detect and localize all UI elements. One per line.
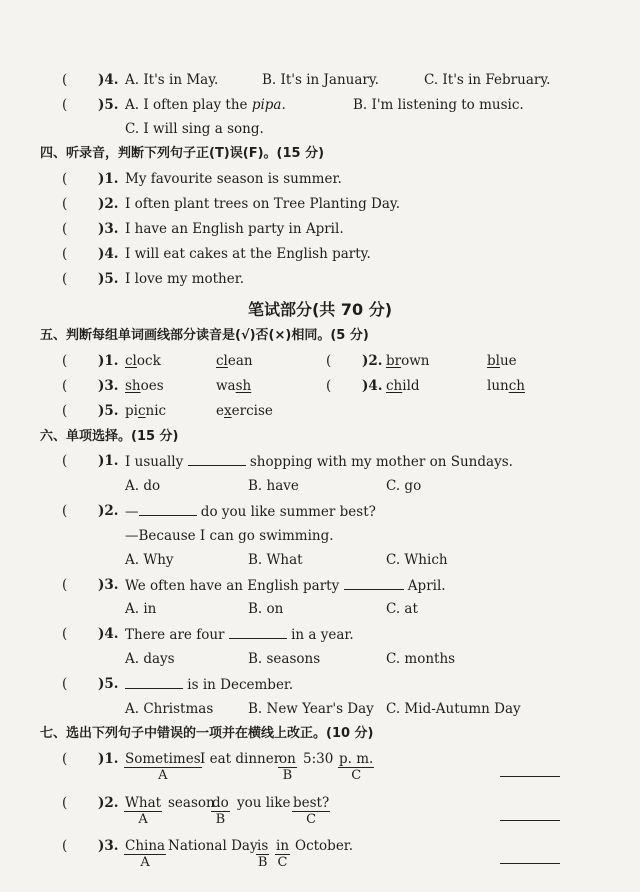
statement: I often plant trees on Tree Planting Day. xyxy=(125,196,400,212)
word: brown xyxy=(386,353,430,369)
sentence-text: I eat dinner xyxy=(200,751,281,767)
option-a: A. It's in May. xyxy=(125,72,219,88)
answer-paren[interactable]: ( xyxy=(62,72,68,88)
sentence-text: October. xyxy=(295,838,354,854)
word: picnic xyxy=(125,403,167,419)
question-number: )4. xyxy=(98,72,119,88)
correction-line[interactable] xyxy=(500,819,560,821)
answer-paren[interactable]: ( xyxy=(62,403,68,419)
segment-a: Sometimes A xyxy=(125,751,201,783)
question-number: )2. xyxy=(98,795,119,811)
question-number: )2. xyxy=(98,503,119,519)
segment-b: on B xyxy=(279,751,296,783)
section-7-heading: 七、选出下列句子中错误的一项并在横线上改正。(10 分) xyxy=(40,726,374,741)
question-number: )3. xyxy=(98,838,119,854)
answer-paren[interactable]: ( xyxy=(62,221,68,237)
written-part-title: 笔试部分(共 70 分) xyxy=(247,300,393,319)
option-b: B. seasons xyxy=(248,651,321,667)
answer-paren[interactable]: ( xyxy=(62,577,68,593)
sentence-text: you like xyxy=(237,795,291,811)
answer-paren[interactable]: ( xyxy=(326,353,332,369)
fill-blank[interactable] xyxy=(139,503,197,516)
correction-line[interactable] xyxy=(500,862,560,864)
question-number: )3. xyxy=(98,378,119,394)
word: clock xyxy=(125,353,161,369)
question-text: is in December. xyxy=(125,676,293,693)
answer-paren[interactable]: ( xyxy=(62,453,68,469)
option-a: A. days xyxy=(125,651,175,667)
sentence-text: National Day xyxy=(168,838,258,854)
question-number: )1. xyxy=(98,751,119,767)
option-c: C. Mid-Autumn Day xyxy=(386,701,521,717)
question-text: There are four in a year. xyxy=(125,627,354,643)
segment-c: p. m. C xyxy=(339,751,374,783)
segment-a: China A xyxy=(125,838,166,870)
word: exercise xyxy=(216,403,273,419)
answer-paren[interactable]: ( xyxy=(62,503,68,519)
question-number: )1. xyxy=(98,353,119,369)
segment-c: best? C xyxy=(293,795,330,827)
question-number: )5. xyxy=(98,403,119,419)
section-5-heading: 五、判断每组单词画线部分读音是(√)否(×)相同。(5 分) xyxy=(40,328,369,343)
section-4-heading: 四、听录音，判断下列句子正(T)误(F)。(15 分) xyxy=(40,146,325,161)
option-a: A. Why xyxy=(125,552,174,568)
option-b: B. I'm listening to music. xyxy=(353,97,524,113)
segment-a: What A xyxy=(125,795,162,827)
question-number: )3. xyxy=(98,221,119,237)
question-text: We often have an English party April. xyxy=(125,578,446,594)
segment-b: is B xyxy=(257,838,269,870)
option-b: B. It's in January. xyxy=(262,72,379,88)
option-b: B. have xyxy=(248,478,299,494)
answer-paren[interactable]: ( xyxy=(62,196,68,212)
word: child xyxy=(386,378,420,394)
option-b: B. on xyxy=(248,601,284,617)
question-number: )1. xyxy=(98,453,119,469)
answer-paren[interactable]: ( xyxy=(62,246,68,262)
answer-paren[interactable]: ( xyxy=(62,795,68,811)
question-number: )2. xyxy=(98,196,119,212)
question-number: )5. xyxy=(98,676,119,692)
option-a: A. do xyxy=(125,478,161,494)
question-text: I usually shopping with my mother on Sundays. xyxy=(125,454,513,470)
reply-text: —Because I can go swimming. xyxy=(125,528,334,544)
answer-paren[interactable]: ( xyxy=(62,626,68,642)
option-b: B. What xyxy=(248,552,303,568)
fill-blank[interactable] xyxy=(229,626,287,639)
question-text: — do you like summer best? xyxy=(125,504,376,520)
word: clean xyxy=(216,353,253,369)
option-a: A. I often play the pipa. xyxy=(125,97,286,113)
statement: I love my mother. xyxy=(125,271,244,287)
statement: I have an English party in April. xyxy=(125,221,344,237)
answer-paren[interactable]: ( xyxy=(62,171,68,187)
option-a: A. in xyxy=(125,601,157,617)
option-c: C. months xyxy=(386,651,456,667)
fill-blank[interactable] xyxy=(188,453,246,466)
fill-blank[interactable] xyxy=(344,577,404,590)
question-number: )4. xyxy=(98,246,119,262)
segment-b: do B xyxy=(212,795,229,827)
word: wash xyxy=(216,378,252,394)
answer-paren[interactable]: ( xyxy=(326,378,332,394)
fill-blank[interactable] xyxy=(125,676,183,689)
question-number: )4. xyxy=(98,626,119,642)
question-number: )5. xyxy=(98,97,119,113)
option-c: C. I will sing a song. xyxy=(125,121,264,137)
option-c: C. It's in February. xyxy=(424,72,551,88)
statement: My favourite season is summer. xyxy=(125,171,342,187)
word: lunch xyxy=(487,378,525,394)
answer-paren[interactable]: ( xyxy=(62,97,68,113)
option-c: C. go xyxy=(386,478,422,494)
question-number: )3. xyxy=(98,577,119,593)
statement: I will eat cakes at the English party. xyxy=(125,246,371,262)
sentence-text: 5:30 xyxy=(303,751,334,767)
word: shoes xyxy=(125,378,164,394)
question-number: )2. xyxy=(362,353,383,369)
word: blue xyxy=(487,353,517,369)
question-number: )4. xyxy=(362,378,383,394)
correction-line[interactable] xyxy=(500,775,560,777)
answer-paren[interactable]: ( xyxy=(62,838,68,854)
answer-paren[interactable]: ( xyxy=(62,353,68,369)
answer-paren[interactable]: ( xyxy=(62,676,68,692)
segment-c: in C xyxy=(276,838,290,870)
option-c: C. Which xyxy=(386,552,448,568)
question-number: )5. xyxy=(98,271,119,287)
option-c: C. at xyxy=(386,601,418,617)
option-a: A. Christmas xyxy=(125,701,214,717)
question-number: )1. xyxy=(98,171,119,187)
answer-paren[interactable]: ( xyxy=(62,271,68,287)
option-b: B. New Year's Day xyxy=(248,701,374,717)
section-6-heading: 六、单项选择。(15 分) xyxy=(40,429,179,444)
answer-paren[interactable]: ( xyxy=(62,378,68,394)
answer-paren[interactable]: ( xyxy=(62,751,68,767)
sentence-text: season xyxy=(168,795,215,811)
